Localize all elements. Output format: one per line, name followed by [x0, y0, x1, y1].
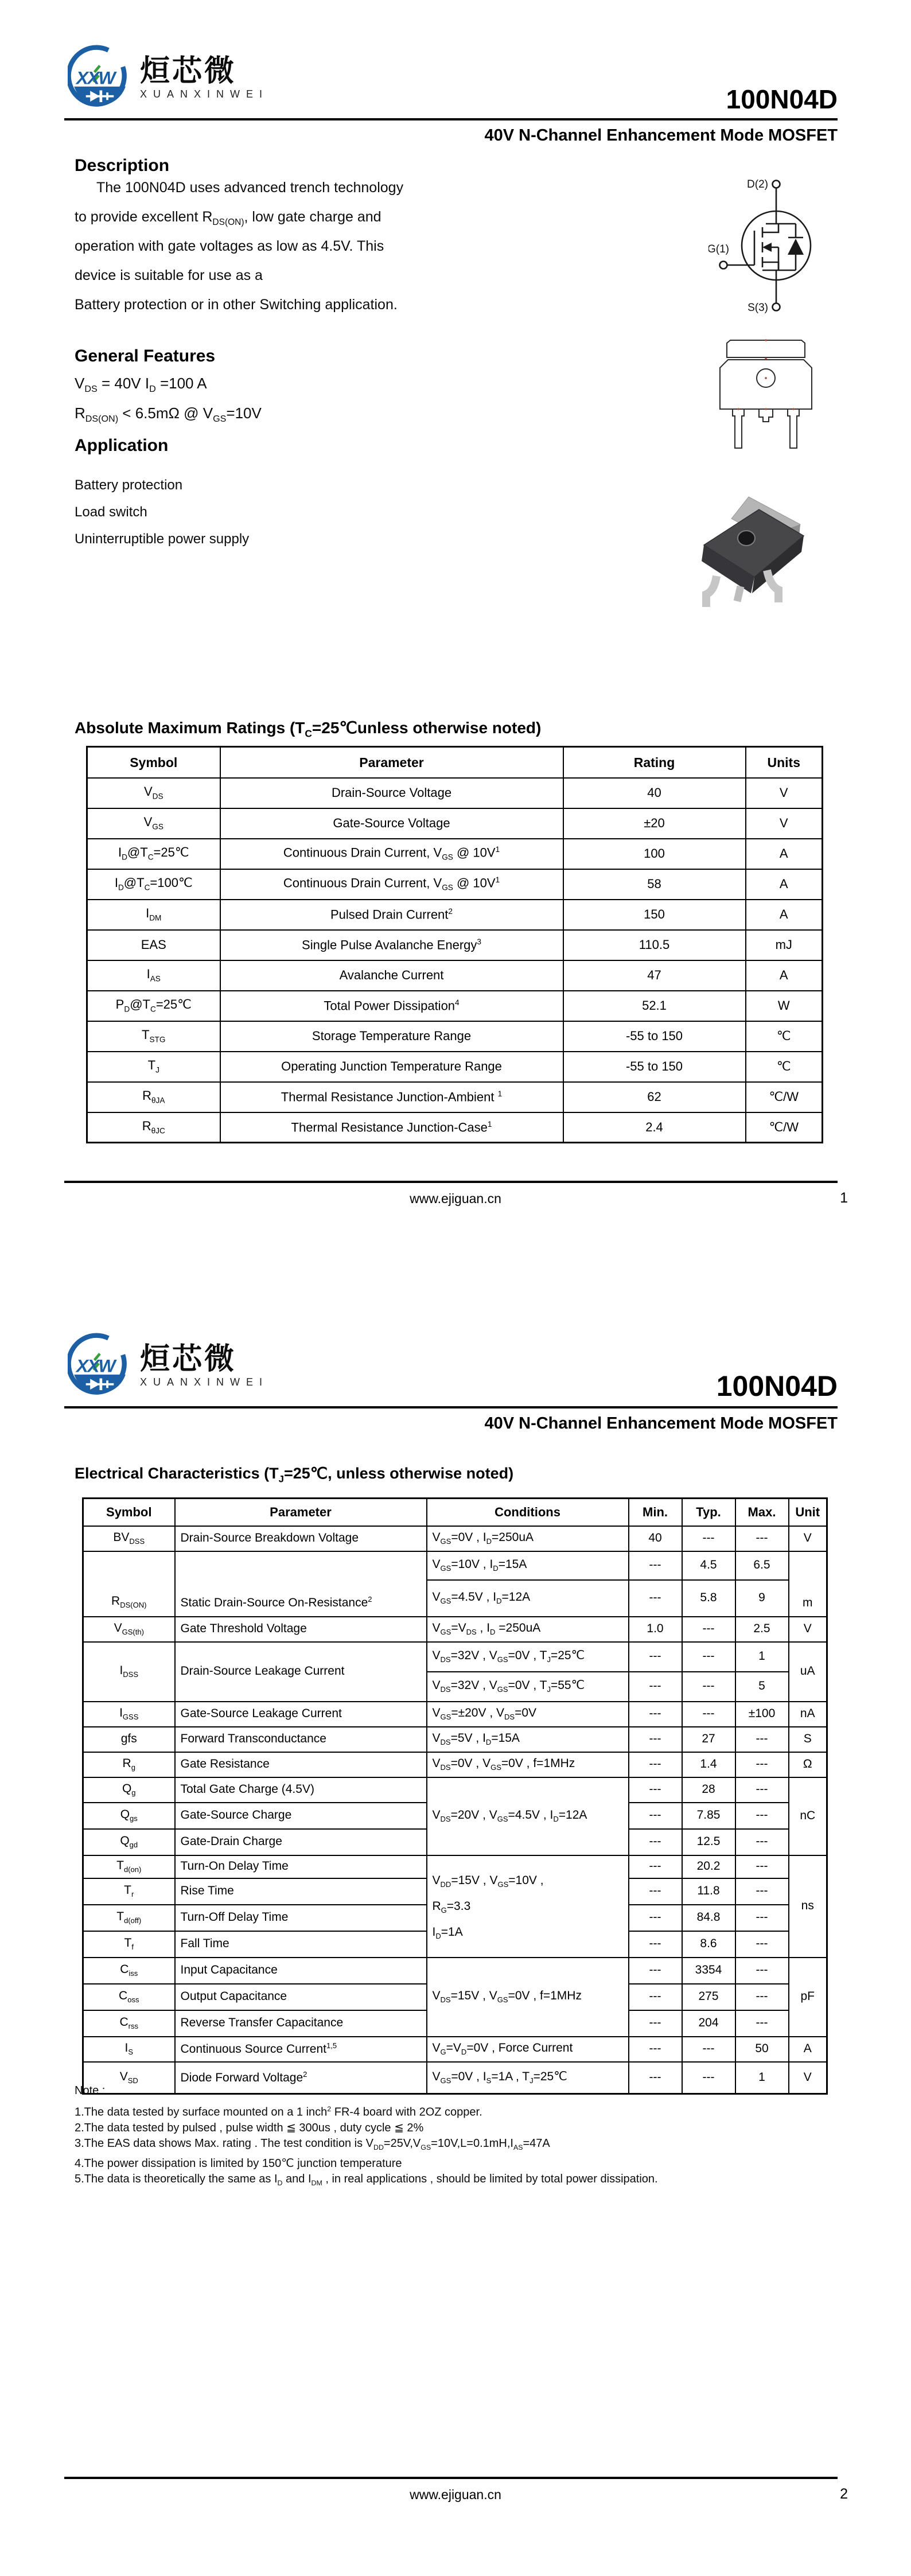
column-header: Unit — [789, 1499, 827, 1526]
column-header: Max. — [735, 1499, 789, 1526]
column-header: Units — [746, 747, 823, 778]
page-number: 1 — [840, 1190, 848, 1206]
table-cell: --- — [735, 1855, 789, 1878]
footer-url: www.ejiguan.cn — [410, 1191, 501, 1206]
doc-subtitle: 40V N-Channel Enhancement Mode MOSFET — [484, 1414, 838, 1433]
table-cell: Turn-Off Delay Time — [175, 1905, 427, 1931]
electrical-characteristics-table — [82, 1497, 826, 2085]
note-line: 4.The power dissipation is limited by 150℃ junction temperature — [75, 2157, 402, 2170]
table-cell: --- — [629, 1803, 682, 1829]
note-line: 3.The EAS data shows Max. rating . The test condition is $V_{DD}=25V,V_{GS}=10V,L=0.1mH,I_{AS}=47A$ — [75, 2137, 550, 2152]
table-cell: --- — [735, 1905, 789, 1931]
column-header: Rating — [563, 747, 746, 778]
table-cell: 2.5 — [735, 1617, 789, 1642]
table-cell: Pulsed Drain Current$^2$ — [220, 900, 563, 930]
table-cell: 11.8 — [682, 1878, 735, 1905]
table-cell: 3354 — [682, 1958, 735, 1984]
table-cell: --- — [629, 1905, 682, 1931]
table-cell: --- — [629, 1829, 682, 1855]
table-cell: --- — [682, 2062, 735, 2094]
table-cell: --- — [735, 1829, 789, 1855]
table-cell: 52.1 — [563, 991, 746, 1021]
electrical-characteristics-title: Electrical Characteristics ($T_J=25℃$, unless otherwise noted) — [75, 1465, 514, 1485]
table-cell: uA — [789, 1642, 827, 1702]
column-header: Symbol — [83, 1499, 175, 1526]
table-cell: $V_{DS}$ — [87, 778, 220, 808]
table-cell: --- — [682, 1526, 735, 1551]
footer-url: www.ejiguan.cn — [410, 2487, 501, 2502]
header-rule — [64, 1406, 838, 1408]
brand-text — [140, 56, 268, 100]
package-outline-figure — [708, 336, 823, 465]
description-line: operation with gate voltages as low as 4.5V. This — [75, 238, 384, 254]
table-cell: 7.85 — [682, 1803, 735, 1829]
table-cell: Avalanche Current — [220, 960, 563, 991]
table-cell: V — [789, 1526, 827, 1551]
table-cell: Gate-Drain Charge — [175, 1829, 427, 1855]
column-header: Conditions — [427, 1499, 629, 1526]
table-cell: $T_{d(off)}$ — [83, 1905, 175, 1931]
table-cell: ℃/W — [746, 1082, 823, 1112]
table-cell: 1.0 — [629, 1617, 682, 1642]
table-cell: A — [746, 960, 823, 991]
table-cell: $Q_{gd}$ — [83, 1829, 175, 1855]
part-number: 100N04D — [716, 1370, 838, 1402]
table-cell: --- — [629, 1878, 682, 1905]
table-cell: Continuous Drain Current, $V_{GS}$ @ $10V^1$ — [220, 839, 563, 869]
table-cell: Turn-On Delay Time — [175, 1855, 427, 1878]
table-cell: $Q_{gs}$ — [83, 1803, 175, 1829]
table-cell: Total Gate Charge (4.5V) — [175, 1777, 427, 1803]
table-cell: --- — [682, 1617, 735, 1642]
table-cell: $I_D@T_C=25℃$ — [87, 839, 220, 869]
table-cell: 2.4 — [563, 1112, 746, 1143]
table-cell: A — [746, 839, 823, 869]
table-cell: mJ — [746, 930, 823, 960]
table-cell: $V_{DS}=32V$ , $V_{GS}=0V$ , $T_J=25℃$ — [427, 1642, 629, 1672]
table-cell: $V_{DS}=20V$ , $V_{GS}=4.5V$ , $I_D=12A$ — [427, 1777, 629, 1855]
table-cell: $R_{DS(ON)}$ — [83, 1551, 175, 1617]
description-line: The 100N04D uses advanced trench technology — [96, 180, 404, 196]
logo-monogram: XXW — [76, 1355, 115, 1376]
table-cell: ±20 — [563, 808, 746, 839]
table-cell: $C_{rss}$ — [83, 2010, 175, 2037]
table-cell: $V_{GS(th)}$ — [83, 1617, 175, 1642]
table-cell: --- — [629, 1855, 682, 1878]
table-cell: W — [746, 991, 823, 1021]
table-cell: A — [746, 900, 823, 930]
table-cell: $C_{iss}$ — [83, 1958, 175, 1984]
table-cell: --- — [682, 1702, 735, 1727]
table-cell: --- — [735, 1984, 789, 2010]
column-header: Symbol — [87, 747, 220, 778]
description-heading: Description — [75, 156, 170, 175]
table-cell: --- — [629, 1752, 682, 1777]
column-header: Parameter — [220, 747, 563, 778]
brand-text — [140, 1344, 268, 1388]
application-item: Load switch — [75, 504, 147, 520]
notes-block — [75, 2083, 658, 2192]
table-cell: 9 — [735, 1580, 789, 1617]
table-cell: 50 — [735, 2037, 789, 2062]
application-item: Uninterruptible power supply — [75, 531, 250, 547]
table-cell: 6.5 — [735, 1551, 789, 1580]
brand-name-cn: 烜芯微 — [140, 1343, 237, 1376]
table-cell: Thermal Resistance Junction-Case$^1$ — [220, 1112, 563, 1143]
table-cell: $V_{GS}$ — [87, 808, 220, 839]
table-cell: $R_{\theta JC}$ — [87, 1112, 220, 1143]
table-cell: $T_{d(on)}$ — [83, 1855, 175, 1878]
table-cell: --- — [735, 1777, 789, 1803]
description-line: to provide excellent $R_{DS(ON)}$, low gate charge and — [75, 209, 381, 227]
table-cell: S — [789, 1727, 827, 1752]
gate-label: G(1) — [708, 243, 729, 255]
table-cell: Thermal Resistance Junction-Ambient $^1$ — [220, 1082, 563, 1112]
table-cell: V — [789, 1617, 827, 1642]
table-cell: $I_{AS}$ — [87, 960, 220, 991]
table-cell: -55 to 150 — [563, 1021, 746, 1052]
table-cell: Single Pulse Avalanche Energy$^3$ — [220, 930, 563, 960]
feature-line: $V_{DS} = 40V$ $I_D =100$ A — [75, 375, 207, 395]
table-cell: --- — [629, 1727, 682, 1752]
table-cell: 27 — [682, 1727, 735, 1752]
table-cell: --- — [682, 1672, 735, 1702]
table-cell: 47 — [563, 960, 746, 991]
table-cell: 84.8 — [682, 1905, 735, 1931]
column-header: Min. — [629, 1499, 682, 1526]
table-cell: Gate Resistance — [175, 1752, 427, 1777]
table-cell: --- — [629, 1984, 682, 2010]
table-cell: A — [746, 869, 823, 900]
table-cell: $V_{GS}=0V$ , $I_S=1A$ , $T_J=25℃$ — [427, 2062, 629, 2094]
application-heading: Application — [75, 436, 169, 455]
table-cell: Operating Junction Temperature Range — [220, 1052, 563, 1082]
note-line: 5.The data is theoretically the same as $I_D$ and $I_{DM}$ , in real applications , should be limited by total power dissipation. — [75, 2173, 658, 2188]
table-cell: Drain-Source Breakdown Voltage — [175, 1526, 427, 1551]
table-cell: nA — [789, 1702, 827, 1727]
table-cell: pF — [789, 1958, 827, 2037]
table-cell: --- — [629, 1958, 682, 1984]
table-cell: Continuous Drain Current, $V_{GS}$ @ $10V^1$ — [220, 869, 563, 900]
table-cell: $V_{GS}=10V$ , $I_D=15A$ — [427, 1551, 629, 1580]
table-cell: Output Capacitance — [175, 1984, 427, 2010]
table-cell: 40 — [563, 778, 746, 808]
table-cell: $V_{DD}=15V$ , $V_{GS}=10V$ , $R_G=3.3$ $I_D=1A$ — [427, 1855, 629, 1958]
package-photo-figure — [691, 492, 806, 628]
table-cell: $V_{DS}=0V$ , $V_{GS}=0V$ , f=1MHz — [427, 1752, 629, 1777]
table-cell: $T_{STG}$ — [87, 1021, 220, 1052]
table-cell: --- — [682, 1642, 735, 1672]
general-features-heading: General Features — [75, 347, 216, 365]
table-cell: m — [789, 1551, 827, 1617]
table-cell: V — [746, 808, 823, 839]
table-cell: Gate-Source Voltage — [220, 808, 563, 839]
table-cell: $I_S$ — [83, 2037, 175, 2062]
table-cell: Gate-Source Charge — [175, 1803, 427, 1829]
table-cell: ℃/W — [746, 1112, 823, 1143]
table-cell: ℃ — [746, 1052, 823, 1082]
drain-label: D(2) — [747, 178, 768, 190]
table-cell: --- — [735, 1958, 789, 1984]
table-cell: $C_{oss}$ — [83, 1984, 175, 2010]
application-list — [75, 472, 249, 552]
table-cell: $V_{GS}=\pm 20V$ , $V_{DS}=0V$ — [427, 1702, 629, 1727]
table-cell: $T_J$ — [87, 1052, 220, 1082]
table-cell: 8.6 — [682, 1931, 735, 1958]
table-cell: --- — [682, 2037, 735, 2062]
table-cell: --- — [735, 2010, 789, 2037]
table-cell: 20.2 — [682, 1855, 735, 1878]
page-2 — [0, 1288, 911, 2576]
table-cell: V — [789, 2062, 827, 2094]
table-cell: --- — [735, 1727, 789, 1752]
notes-heading: Note : — [75, 2084, 106, 2097]
brand-name-en: XUANXINWEI — [140, 88, 269, 100]
table-cell: EAS — [87, 930, 220, 960]
logo-monogram: XXW — [76, 67, 115, 88]
table-cell: $V_{SD}$ — [83, 2062, 175, 2094]
table-cell: --- — [629, 1580, 682, 1617]
table-cell: Drain-Source Leakage Current — [175, 1642, 427, 1702]
table-cell: --- — [735, 1803, 789, 1829]
description-line: device is suitable for use as a — [75, 267, 263, 283]
table-cell: ±100 — [735, 1702, 789, 1727]
table-cell: --- — [629, 1931, 682, 1958]
table-cell: $BV_{DSS}$ — [83, 1526, 175, 1551]
table-cell: Diode Forward Voltage$^2$ — [175, 2062, 427, 2094]
table-cell: Rise Time — [175, 1878, 427, 1905]
table-cell: --- — [629, 2037, 682, 2062]
table-cell: --- — [629, 1672, 682, 1702]
table-cell: $I_D@T_C=100℃$ — [87, 869, 220, 900]
page-number: 2 — [840, 2486, 848, 2502]
table-cell: 1.4 — [682, 1752, 735, 1777]
table — [86, 746, 823, 1143]
note-line: 1.The data tested by surface mounted on a 1 inch$^2$ FR-4 board with 2OZ copper. — [75, 2104, 482, 2119]
abs-max-title: Absolute Maximum Ratings ($T_C=25℃unless$ otherwise noted) — [75, 719, 542, 740]
description-paragraph — [75, 173, 403, 320]
table-cell: 40 — [629, 1526, 682, 1551]
table-cell: -55 to 150 — [563, 1052, 746, 1082]
brand-logo — [68, 1333, 268, 1399]
table-cell: Continuous Source Current$^{1,5}$ — [175, 2037, 427, 2062]
table-cell: Reverse Transfer Capacitance — [175, 2010, 427, 2037]
column-header: Parameter — [175, 1499, 427, 1526]
table-cell: $V_{GS}=4.5V$ , $I_D=12A$ — [427, 1580, 629, 1617]
table-cell: $T_r$ — [83, 1878, 175, 1905]
table-cell: nC — [789, 1777, 827, 1855]
table-cell: 204 — [682, 2010, 735, 2037]
part-number: 100N04D — [726, 84, 838, 114]
table-cell: 58 — [563, 869, 746, 900]
table-cell: Gate Threshold Voltage — [175, 1617, 427, 1642]
table-cell: --- — [735, 1526, 789, 1551]
table-cell: --- — [629, 2062, 682, 2094]
table-cell: $I_{DM}$ — [87, 900, 220, 930]
table-cell: 110.5 — [563, 930, 746, 960]
table-cell: 5.8 — [682, 1580, 735, 1617]
table-cell: --- — [629, 2010, 682, 2037]
table — [82, 1497, 828, 2095]
table-cell: V — [746, 778, 823, 808]
table-cell: $V_{GS}=V_{DS}$ , $I_D =250uA$ — [427, 1617, 629, 1642]
description-line: Battery protection or in other Switching application. — [75, 297, 398, 313]
table-cell: 100 — [563, 839, 746, 869]
column-header: Typ. — [682, 1499, 735, 1526]
table-cell: ℃ — [746, 1021, 823, 1052]
table-cell: $V_G=V_D=0V$ , Force Current — [427, 2037, 629, 2062]
table-cell: Storage Temperature Range — [220, 1021, 563, 1052]
brand-logo — [68, 45, 268, 111]
table-cell: Forward Transconductance — [175, 1727, 427, 1752]
table-cell: $I_{GSS}$ — [83, 1702, 175, 1727]
source-label: S(3) — [748, 302, 768, 314]
table-cell: --- — [735, 1931, 789, 1958]
table-cell: Total Power Dissipation$^4$ — [220, 991, 563, 1021]
table-cell: --- — [629, 1777, 682, 1803]
table-cell: $I_{DSS}$ — [83, 1642, 175, 1702]
table-cell: 5 — [735, 1672, 789, 1702]
brand-logo-icon — [68, 45, 132, 111]
table-cell: $V_{GS}=0V$ , $I_D=250uA$ — [427, 1526, 629, 1551]
table-cell: 1 — [735, 2062, 789, 2094]
table-cell: 62 — [563, 1082, 746, 1112]
table-cell: $T_f$ — [83, 1931, 175, 1958]
table-cell: gfs — [83, 1727, 175, 1752]
table-cell: 1 — [735, 1642, 789, 1672]
table-cell: --- — [629, 1702, 682, 1727]
application-item: Battery protection — [75, 477, 183, 493]
table-cell: --- — [735, 1752, 789, 1777]
feature-line: $R_{DS(ON)} < 6.5m\Omega$ @ $V_{GS}=10V$ — [75, 404, 262, 425]
table-cell: --- — [735, 1878, 789, 1905]
brand-name-cn: 烜芯微 — [140, 55, 237, 88]
table-cell: $V_{DS}=15V$ , $V_{GS}=0V$ , f=1MHz — [427, 1958, 629, 2037]
table-cell: Fall Time — [175, 1931, 427, 1958]
table-cell: Input Capacitance — [175, 1958, 427, 1984]
footer-rule — [64, 2477, 838, 2479]
table-cell: $Q_g$ — [83, 1777, 175, 1803]
table-cell: 28 — [682, 1777, 735, 1803]
brand-name-en: XUANXINWEI — [140, 1376, 269, 1388]
doc-subtitle: 40V N-Channel Enhancement Mode MOSFET — [484, 126, 838, 145]
table-cell: 12.5 — [682, 1829, 735, 1855]
header-rule — [64, 118, 838, 120]
table-cell: 275 — [682, 1984, 735, 2010]
table-cell: $P_D@T_C=25℃$ — [87, 991, 220, 1021]
table-cell: Static Drain-Source On-Resistance$^2$ — [175, 1551, 427, 1617]
table-cell: Gate-Source Leakage Current — [175, 1702, 427, 1727]
footer-rule — [64, 1181, 838, 1183]
note-line: 2.The data tested by pulsed , pulse width ≦ 300us , duty cycle ≦ 2% — [75, 2121, 424, 2134]
brand-logo-icon — [68, 1333, 132, 1399]
table-cell: A — [789, 2037, 827, 2062]
table-cell: Ω — [789, 1752, 827, 1777]
table-cell: --- — [629, 1551, 682, 1580]
table-cell: $V_{DS}=5V$ , $I_D=15A$ — [427, 1727, 629, 1752]
table-cell: $R_g$ — [83, 1752, 175, 1777]
absolute-maximum-ratings-table — [86, 746, 822, 1142]
table-cell: 150 — [563, 900, 746, 930]
table-cell: --- — [629, 1642, 682, 1672]
table-cell: $R_{\theta JA}$ — [87, 1082, 220, 1112]
table-cell: ns — [789, 1855, 827, 1958]
table-cell: Drain-Source Voltage — [220, 778, 563, 808]
mosfet-symbol-figure — [708, 172, 840, 318]
table-cell: 4.5 — [682, 1551, 735, 1580]
general-features-list — [75, 368, 262, 428]
table-cell: $V_{DS}=32V$ , $V_{GS}=0V$ , $T_J=55℃$ — [427, 1672, 629, 1702]
